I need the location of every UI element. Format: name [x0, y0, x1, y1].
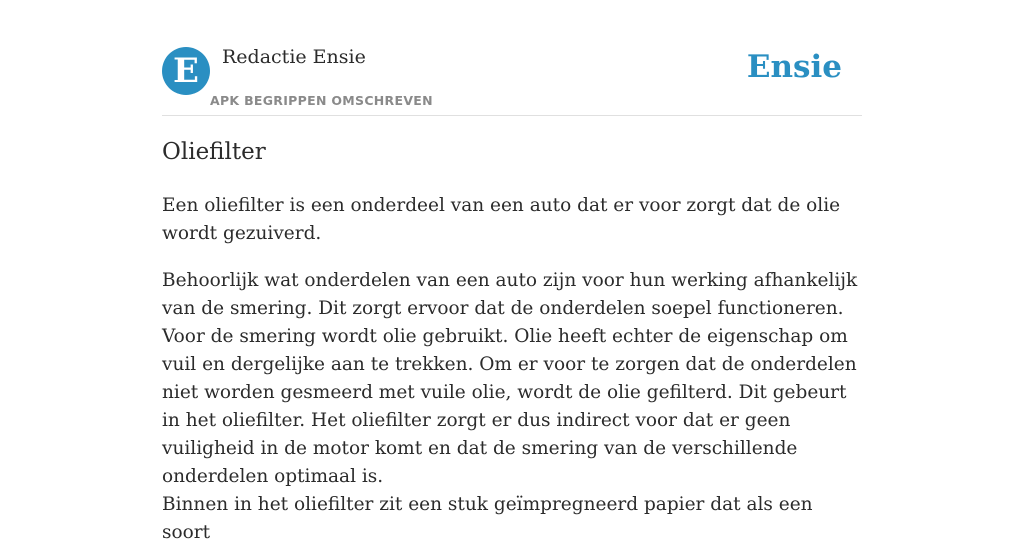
article-page	[162, 0, 862, 543]
brand-logo[interactable]: Ensie	[746, 49, 842, 85]
article-paragraph: Binnen in het oliefilter zit een stuk geïmpregneerd papier dat als een soort	[162, 494, 813, 543]
page-title: Oliefilter	[162, 139, 266, 165]
article-lead: Een oliefilter is een onderdeel van een auto dat er voor zorgt dat de olie wordt gezuiverd.	[162, 195, 841, 244]
category-label[interactable]: APK BEGRIPPEN OMSCHREVEN	[210, 93, 433, 108]
article-header	[162, 0, 862, 116]
author-avatar[interactable]: E	[162, 47, 210, 95]
author-name[interactable]: Redactie Ensie	[222, 46, 366, 68]
article-paragraph: Behoorlijk wat onderdelen van een auto zijn voor hun werking afhankelijk van de smering. Dit zorgt ervoor dat de onderdelen soepel functioneren. Voor de smering wordt olie gebruikt. Olie heeft echter de eigenschap om vuil en dergelijke aan te trekken. Om er voor te zorgen dat de onderdelen niet worden gesmeerd met vuile olie, wordt de olie gefilterd. Dit gebeurt in het oliefilter. Het oliefilter zorgt er dus indirect voor dat er geen vuiligheid in de motor komt en dat de smering van de verschillende onderdelen optimaal is.	[162, 270, 858, 487]
